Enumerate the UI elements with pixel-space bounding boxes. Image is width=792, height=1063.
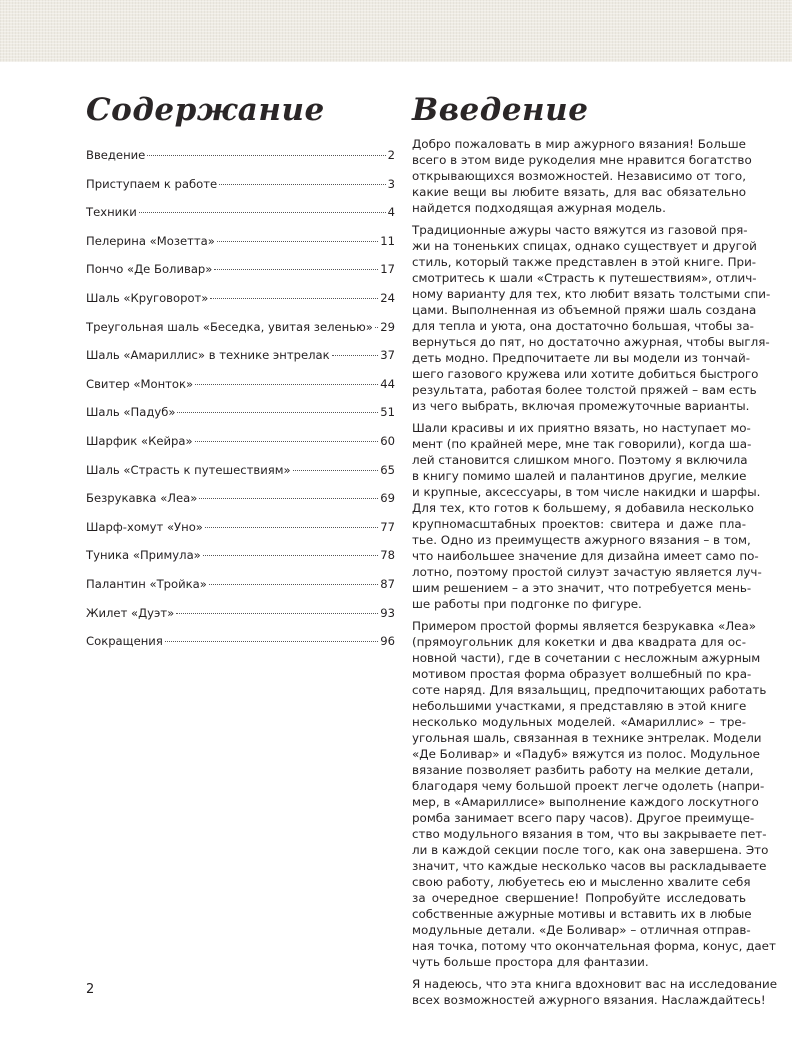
dot-leader <box>176 613 378 614</box>
dot-leader <box>210 298 378 299</box>
text-line: вязание позволяет разбить работу на мелкие детали, <box>412 763 754 777</box>
table-of-contents <box>86 148 395 663</box>
text-line: ли в каждой секции после того, как она завершена. Это <box>412 843 769 857</box>
toc-entry-page: 77 <box>380 519 395 534</box>
text-line: ше работы при подгонке по фигуре. <box>412 597 642 611</box>
dot-leader <box>209 584 378 585</box>
dot-leader <box>195 441 379 442</box>
text-line: Добро пожаловать в мир ажурного вязания! Больше <box>412 137 746 151</box>
toc-entry[interactable] <box>86 377 395 406</box>
toc-entry-page: 44 <box>380 376 395 391</box>
toc-entry-label: Жилет «Дуэт» <box>86 605 175 620</box>
text-line: лотно, поэтому простой силуэт зачастую является луч- <box>412 565 762 579</box>
text-line: свою работу, любуетесь ею и мысленно хвалите себя <box>412 875 751 889</box>
page-number: 2 <box>86 982 95 997</box>
text-line: деть модно. Предпочитаете ли вы модели из тончай- <box>412 351 751 365</box>
text-line: тье. Одно из преимуществ ажурного вязания – в том, <box>412 533 751 547</box>
toc-entry-page: 29 <box>380 319 395 334</box>
text-line: и крупные, аксессуары, в том числе накидки и шарфы. <box>412 485 761 499</box>
toc-entry-label: Шаль «Круговорот» <box>86 290 209 305</box>
dot-leader <box>139 212 386 213</box>
intro-text <box>412 136 778 1014</box>
text-line: открывающихся возможностей. Независимо от того, <box>412 169 746 183</box>
text-line: значит, что каждые несколько часов вы раскладываете <box>412 859 767 873</box>
dot-leader <box>214 269 378 270</box>
dot-leader <box>195 384 378 385</box>
text-line: мент (по крайней мере, мне так говорили), когда ша- <box>412 437 752 451</box>
toc-entry-label: Приступаем к работе <box>86 176 218 191</box>
text-line: в книгу помимо шалей и палантинов другие, мелкие <box>412 469 747 483</box>
text-line: найдется подходящая ажурная модель. <box>412 201 666 215</box>
toc-entry-label: Техники <box>86 205 137 220</box>
toc-entry-page: 17 <box>380 262 395 277</box>
paragraph <box>412 136 752 216</box>
toc-entry-label: Свитер «Монток» <box>86 376 194 391</box>
toc-entry[interactable] <box>86 291 395 320</box>
dot-leader <box>199 498 378 499</box>
text-line: модульные детали. «Де Боливар» – отличная отправ- <box>412 923 751 937</box>
text-line: Для тех, кто готов к большему, я добавила несколько <box>412 501 754 515</box>
toc-entry[interactable] <box>86 634 395 663</box>
toc-entry[interactable] <box>86 434 395 463</box>
toc-entry-label: Пелерина «Мозетта» <box>86 233 215 248</box>
toc-entry-page: 24 <box>380 290 395 305</box>
text-line: что наибольшее значение для дизайна имеет само по- <box>412 549 759 563</box>
toc-entry-page: 3 <box>387 176 395 191</box>
dot-leader <box>177 412 378 413</box>
text-line: результата, работая более толстой пряжей – вам есть <box>412 383 757 397</box>
toc-entry[interactable] <box>86 463 395 492</box>
toc-entry-page: 4 <box>387 205 395 220</box>
toc-entry-label: Шаль «Страсть к путешествиям» <box>86 462 291 477</box>
toc-title: Содержание <box>86 92 325 128</box>
paragraph <box>412 976 778 1008</box>
dot-leader <box>205 527 378 528</box>
paragraph <box>412 420 762 612</box>
toc-entry-label: Туника «Примула» <box>86 548 201 563</box>
text-line: смотритесь к шали «Страсть к путешествиям», отлич- <box>412 271 757 285</box>
text-line: соте наряд. Для вязальщиц, предпочитающих работать <box>412 683 767 697</box>
toc-entry[interactable] <box>86 177 395 206</box>
dot-leader <box>147 155 385 156</box>
toc-entry[interactable] <box>86 606 395 635</box>
toc-entry[interactable] <box>86 491 395 520</box>
text-line: вернуться до пят, но достаточно ажурная, чтобы выгля- <box>412 335 770 349</box>
toc-entry-page: 87 <box>380 576 395 591</box>
text-line: из чего выбрать, включая промежуточные варианты. <box>412 399 750 413</box>
toc-entry-label: Шаль «Падуб» <box>86 405 176 420</box>
text-line: стиль, который также представлен в этой книге. При- <box>412 255 757 269</box>
text-line: жи на тоненьких спицах, однако существует и другой <box>412 239 757 253</box>
text-line: для тепла и уюта, она достаточно большая, чтобы за- <box>412 319 754 333</box>
toc-entry-page: 11 <box>380 233 395 248</box>
toc-entry-page: 2 <box>387 148 395 162</box>
toc-entry-page: 93 <box>380 605 395 620</box>
text-line: ство модульного вязания в том, что вы закрываете пет- <box>412 827 767 841</box>
toc-entry[interactable] <box>86 262 395 291</box>
toc-entry-label: Безрукавка «Леа» <box>86 491 198 506</box>
toc-entry-page: 60 <box>380 433 395 448</box>
text-line: Шали красивы и их приятно вязать, но наступает мо- <box>412 421 751 435</box>
toc-entry-page: 96 <box>380 634 395 649</box>
text-line: ная точка, потому что окончательная форма, конус, дает <box>412 939 776 953</box>
text-line: шим решением – а это значит, что потребуется мень- <box>412 581 752 595</box>
toc-entry-label: Треугольная шаль «Беседка, увитая зеленью» <box>86 319 373 334</box>
toc-entry[interactable] <box>86 148 395 177</box>
toc-entry[interactable] <box>86 548 395 577</box>
intro-title: Введение <box>412 92 589 128</box>
toc-entry-page: 69 <box>380 491 395 506</box>
toc-entry[interactable] <box>86 234 395 263</box>
dot-leader <box>332 355 379 356</box>
decorative-header-band <box>0 0 792 62</box>
text-line: новной части), где в сочетании с несложным ажурным <box>412 651 761 665</box>
toc-entry[interactable] <box>86 520 395 549</box>
toc-entry-page: 78 <box>380 548 395 563</box>
dot-leader <box>203 555 378 556</box>
dot-leader <box>219 184 385 185</box>
text-line: всего в этом виде рукоделия мне нравится богатство <box>412 153 752 167</box>
text-line: Я надеюсь, что эта книга вдохновит вас на исследование <box>412 977 778 991</box>
toc-entry-label: Пончо «Де Боливар» <box>86 262 213 277</box>
toc-entry[interactable] <box>86 320 395 349</box>
toc-entry-label: Шаль «Амариллис» в технике энтрелак <box>86 348 330 363</box>
text-line: угольная шаль, связанная в технике энтрелак. Модели <box>412 731 762 745</box>
text-line: собственные ажурные мотивы и вставить их в любые <box>412 907 752 921</box>
text-line: небольшими участками, я представляю в этой книге <box>412 699 747 713</box>
text-line: всех возможностей ажурного вязания. Наслаждайтесь! <box>412 993 766 1007</box>
toc-entry[interactable] <box>86 348 395 377</box>
text-line: лей становится слишком много. Поэтому я включила <box>412 453 748 467</box>
toc-entry-label: Шарфик «Кейра» <box>86 433 193 448</box>
text-line: шего газового кружева или хотите добиться быстрого <box>412 367 759 381</box>
toc-entry[interactable] <box>86 405 395 434</box>
text-line: благодаря чему большой проект легче одолеть (напри- <box>412 779 765 793</box>
text-line: какие вещи вы любите вязать, для вас обязательно <box>412 185 746 199</box>
toc-entry-page: 65 <box>380 462 395 477</box>
text-line: за очередное свершение! Попробуйте исследовать <box>412 891 746 905</box>
text-line: мер, в «Амариллисе» выполнение каждого лоскутного <box>412 795 759 809</box>
text-line: ному варианту для тех, кто любит вязать толстыми спи- <box>412 287 771 301</box>
text-line: Примером простой формы является безрукавка «Леа» <box>412 619 757 633</box>
text-line: чуть больше простора для фантазии. <box>412 955 649 969</box>
toc-entry[interactable] <box>86 577 395 606</box>
text-line: Традиционные ажуры часто вяжутся из газовой пря- <box>412 223 748 237</box>
toc-entry-label: Палантин «Тройка» <box>86 576 207 591</box>
text-line: (прямоугольник для кокетки и два квадрата для ос- <box>412 635 746 649</box>
text-line: «Де Боливар» и «Падуб» вяжутся из полос. Модульное <box>412 747 760 761</box>
dot-leader <box>293 470 379 471</box>
toc-entry-page: 51 <box>380 405 395 420</box>
text-line: ромба занимает всего пару часов). Другое преимуще- <box>412 811 755 825</box>
text-line: крупномасштабных проектов: свитера и даже пла- <box>412 517 746 531</box>
toc-entry-label: Шарф-хомут «Уно» <box>86 519 203 534</box>
paragraph <box>412 222 771 414</box>
dot-leader <box>375 327 378 328</box>
toc-entry-label: Введение <box>86 148 146 162</box>
toc-entry[interactable] <box>86 205 395 234</box>
toc-entry-label: Сокращения <box>86 634 163 649</box>
dot-leader <box>165 641 378 642</box>
text-line: мотивом простая форма образует волшебный по кра- <box>412 667 752 681</box>
text-line: несколько модульных моделей. «Амариллис» – тре- <box>412 715 746 729</box>
dot-leader <box>217 241 378 242</box>
text-line: цами. Выполненная из объемной пряжи шаль создана <box>412 303 757 317</box>
toc-entry-page: 37 <box>380 348 395 363</box>
paragraph <box>412 618 776 970</box>
